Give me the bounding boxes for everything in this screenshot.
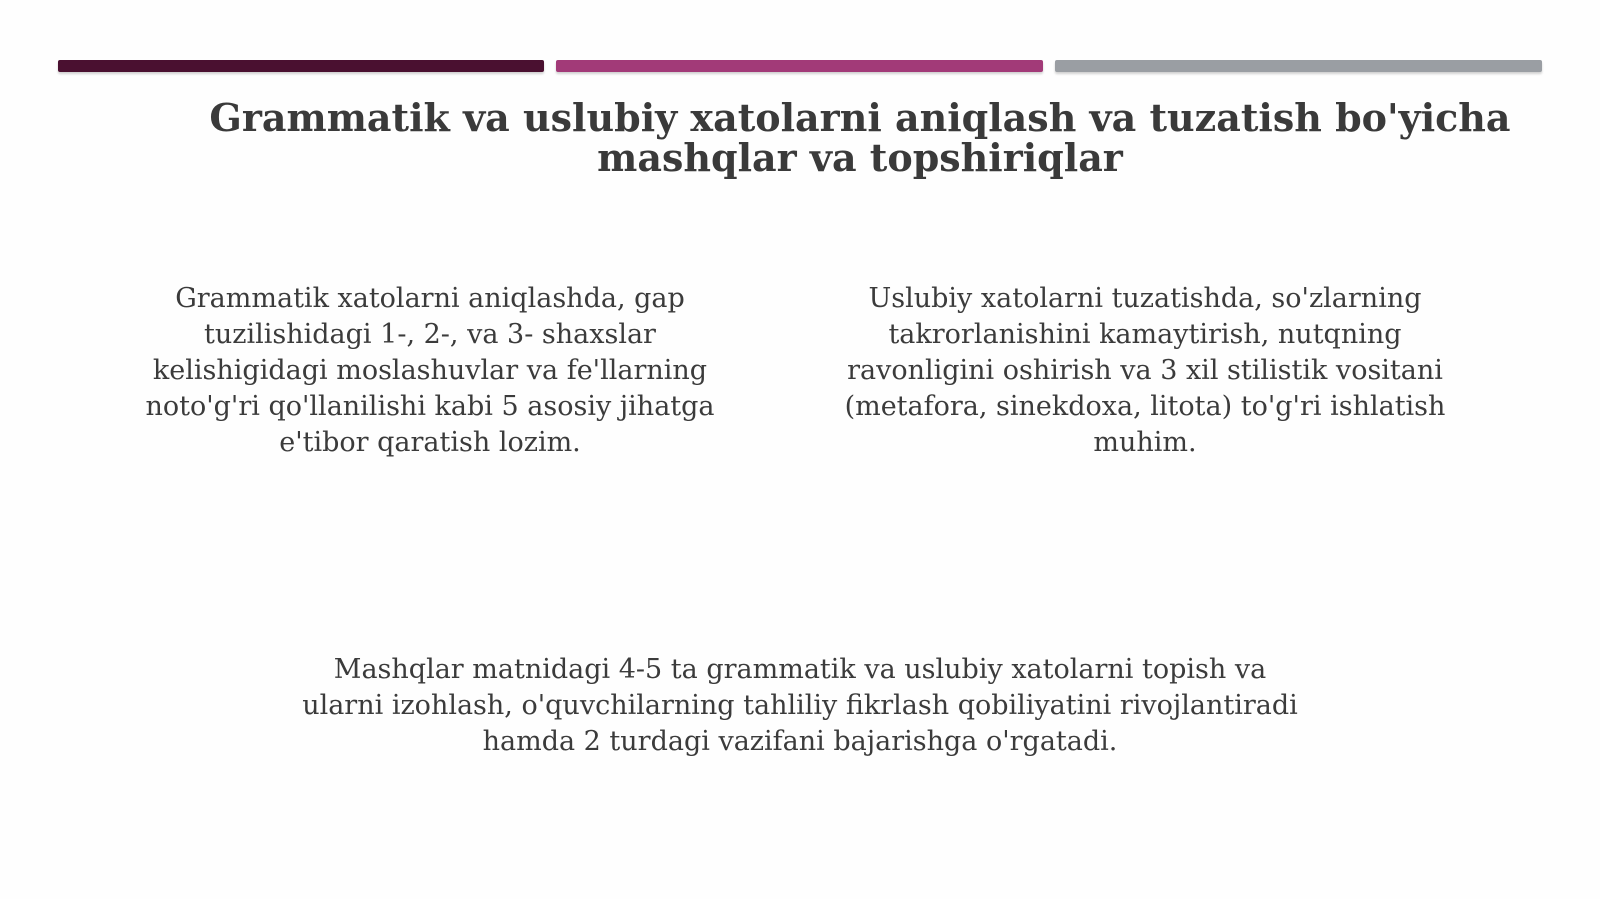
slide-title: Grammatik va uslubiy xatolarni aniqlash va tuzatish bo'yicha mashqlar va topshiriqlar — [209, 95, 1511, 180]
accent-bar-magenta — [556, 60, 1043, 72]
exercises-paragraph: Mashqlar matnidagi 4-5 ta grammatik va uslubiy xatolarni topish va ularni izohlash, o'quvchilarning tahliliy fikrlash qobiliyatini rivojlantiradi hamda 2 turdagi vazifani bajarishga o'rgatadi. — [302, 654, 1298, 757]
accent-bar-dark-plum — [58, 60, 544, 72]
accent-bar-gray — [1055, 60, 1542, 72]
grammar-errors-paragraph: Grammatik xatolarni aniqlashda, gap tuzilishidagi 1-, 2-, va 3- shaxslar kelishigidagi moslashuvlar va fe'llarning noto'g'ri qo'llanilishi kabi 5 asosiy jihatga e'tibor qaratish lozim. — [145, 283, 715, 458]
style-errors-paragraph: Uslubiy xatolarni tuzatishda, so'zlarning takrorlanishini kamaytirish, nutqning ravonligini oshirish va 3 xil stilistik vositani (metafora, sinekdoxa, litota) to'g'ri ishlatish muhim. — [844, 283, 1446, 458]
